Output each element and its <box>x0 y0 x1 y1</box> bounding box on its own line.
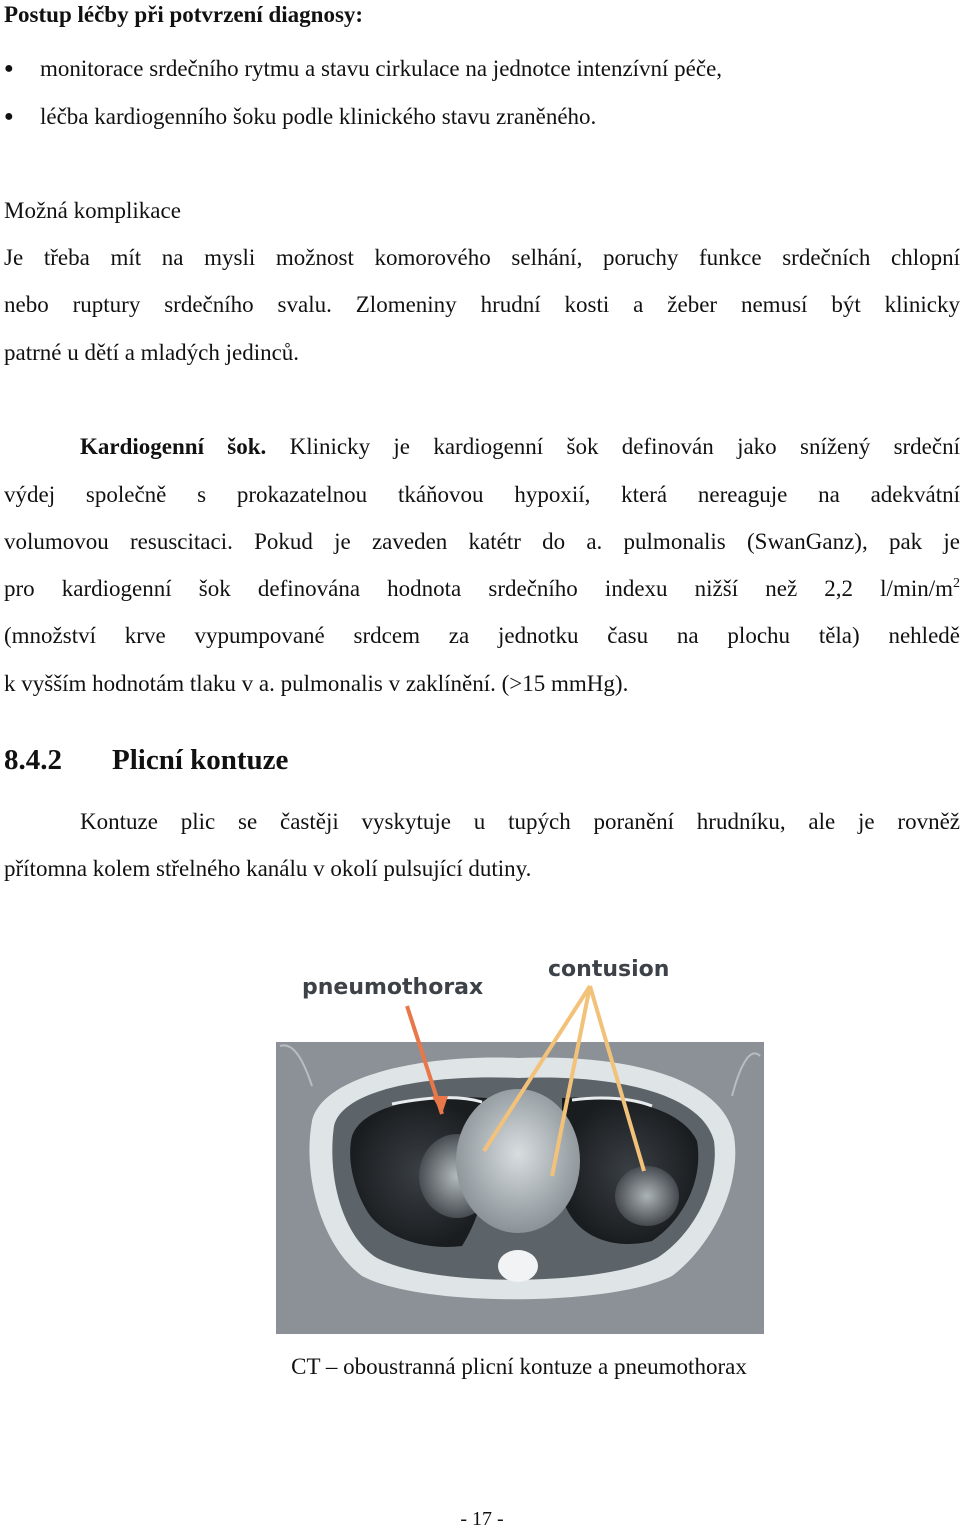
paragraph-line <box>80 432 960 462</box>
paragraph-line: přítomna kolem střelného kanálu v okolí pulsující dutiny. <box>4 856 532 881</box>
paragraph-line: Je třeba mít na mysli možnost komorového selhání, poruchy funkce srdečních chlopní <box>4 245 960 270</box>
paragraph-line: (množství krve vypumpované srdcem za jednotku času na plochu těla) nehledě <box>4 623 960 648</box>
ct-scan-figure <box>272 946 764 1334</box>
paragraph-line: volumovou resuscitaci. Pokud je zaveden katétr do a. pulmonalis (SwanGanz), pak je <box>4 529 960 554</box>
page-number: - 17 - <box>460 1508 504 1530</box>
paragraph-line: nebo ruptury srdečního svalu. Zlomeniny hrudní kosti a žeber nemusí být klinicky <box>4 292 960 317</box>
bullet-item: monitorace srdečního rytmu a stavu cirkulace na jednotce intenzívní péče, <box>40 56 723 81</box>
label-pneumothorax: pneumothorax <box>302 975 484 1000</box>
superscript: 2 <box>953 576 960 591</box>
figure-caption: CT – oboustranná plicní kontuze a pneumothorax <box>291 1354 747 1379</box>
bullet-item: léčba kardiogenního šoku podle klinického stavu zraněného. <box>40 104 597 129</box>
section-title: Plicní kontuze <box>112 744 289 776</box>
paragraph-line: Kontuze plic se častěji vyskytuje u tupých poranění hrudníku, ale je rovněž <box>80 809 960 834</box>
label-contusion: contusion <box>548 957 670 982</box>
bullet-dot: ● <box>4 60 14 77</box>
shock-index-text: pro kardiogenní šok definována hodnota srdečního indexu nižší než 2,2 l/min/m <box>4 576 953 601</box>
paragraph-line <box>4 574 960 604</box>
complication-title: Možná komplikace <box>4 198 181 223</box>
paragraph-line: výdej společně s prokazatelnou tkáňovou hypoxií, která nereaguje na adekvátní <box>4 482 960 507</box>
treatment-heading: Postup léčby při potvrzení diagnosy: <box>4 2 364 27</box>
bullet-dot: ● <box>4 108 14 125</box>
paragraph-line: patrné u dětí a mladých jedinců. <box>4 340 300 365</box>
shock-line-rest: Klinicky je kardiogenní šok definován jako snížený srdeční <box>266 434 960 459</box>
section-heading <box>4 742 288 778</box>
section-number: 8.4.2 <box>4 744 62 776</box>
ct-scan-image <box>272 946 764 1334</box>
shock-term: Kardiogenní šok. <box>80 434 267 459</box>
paragraph-line: k vyšším hodnotám tlaku v a. pulmonalis v zaklínění. (>15 mmHg). <box>4 671 629 696</box>
